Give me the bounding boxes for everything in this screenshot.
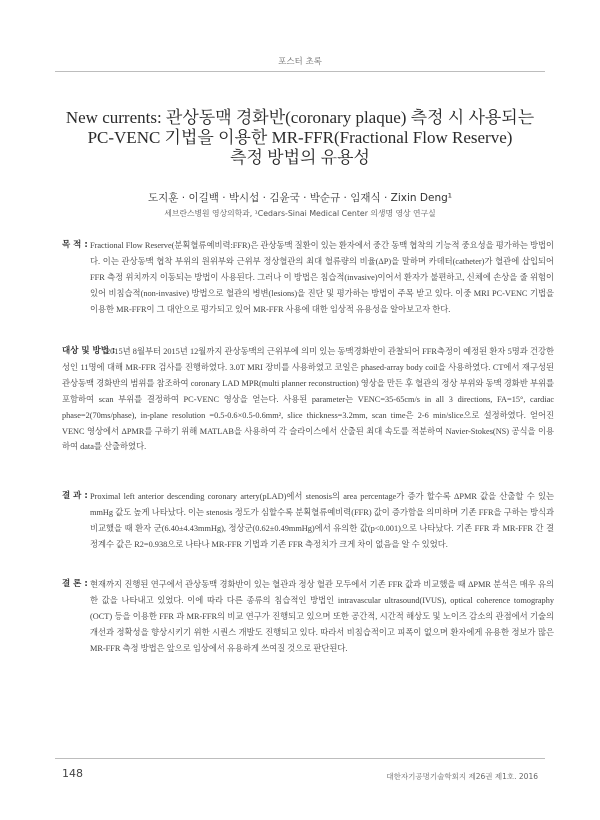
purpose-label: 목 적 :: [62, 240, 88, 250]
paper-title: [60, 108, 540, 168]
method-section: [62, 344, 554, 455]
results-section: [62, 489, 554, 553]
conclusion-label: 결 론 :: [62, 579, 88, 589]
method-label: 대상 및 방법 :: [62, 346, 116, 356]
results-text: Proximal left anterior descending coronary artery(pLAD)에서 stenosis의 area percentage가 증가 할수록 ΔPMR 값을 산출할 수 있는 mmHg 값도 높게 나타났다. 이는 stenosis 정도가 심할수록 분획혈류예비력(FFR) 값이 증가함을 의미하며 기존 FFR을 구하는 방식과 비교했을 때 환자 군(6.40±4.43mmHg), 정상군(0.62±0.49mmHg)에서 유의한 값(p<0.001)으로 나타났다. 기존 FFR 과 MR-FFR 간 결정계수 값은 R2=0.938으로 나타나 MR-FFR 기법과 기존 FFR 측정치가 크게 차이 없음을 알 수 있었다.: [90, 492, 554, 549]
author-list: 도지훈 · 이길백 · 박시섭 · 김윤국 · 박순규 · 임재식 · Zixin Deng¹: [148, 192, 452, 204]
title-line-1: New currents: 관상동맥 경화반(coronary plaque) 측정 시 사용되는: [65, 108, 535, 127]
conclusion-text: 현재까지 진행된 연구에서 관상동맥 경화반이 있는 혈관과 정상 혈관 모두에서 기존 FFR 값과 비교했을 때 ΔPMR 분석은 매우 유의한 값을 나타내고 있었다. 이에 따라 다른 종류의 침습적인 방법인 intravascular ultrasound(IVUS), optical coherence tomography (OCT) 등을 이용한 FFR 과 MR-FFR의 비교 연구가 진행되고 있으며 또한 공간적, 시간적 해상도 및 노이즈 감소의 관점에서 기술의 개선과 정확성을 향상시키기 위한 시퀀스 개발도 진행되고 있다. 따라서 비침습적이고 피폭이 없으며 환자에게 유용한 정보가 많은 MR-FFR 측정 방법은 앞으로 임상에서 유용하게 쓰여질 것으로 판단된다.: [90, 580, 554, 653]
method-text: 2015년 8월부터 2015년 12월까지 관상동맥의 근위부에 의미 있는 동맥경화반이 관찰되어 FFR측정이 예정된 환자 5명과 건강한 성인 11명에 대해 MR-FFR 검사를 진행하였다. 3.0T MRI 장비를 사용하였고 코일은 phased-array body coil을 사용하였다. CT에서 재구성된 관상동맥 경화반의 범위를 참조하여 coronary LAD MPR(multi planner reconstruction) 영상을 만든 후 혈관의 정상 부위와 동맥 경화반 부위를 포함하여 scan 부위를 결정하여 PC-VENC 영상을 얻는다. 사용된 parameter는 VENC=35-65cm/s in all 3 directions, FA=15°, cardiac phase=2(70ms/phase), in-plane resolution =0.5-0.6×0.5-0.6mm², slice thickness=3.2mm, scan time은 2-6 min/slice으로 설정하였다. 얻어진 VENC 영상에서 ΔPMR를 구하기 위해 MATLAB을 사용하여 각 슬라이스에서 산출된 최대 속도를 적분하여 Navier-Stokes(NS) 공식을 이용하여 data를 산출하였다.: [62, 347, 554, 452]
results-label: 결 과 :: [62, 491, 88, 501]
purpose-text: Fractional Flow Reserve(분획혈류예비력:FFR)은 관상동맥 질환이 있는 환자에서 중간 동맥 협착의 기능적 중요성을 평가하는 방법이다. 이는 관상동맥 협착 부위의 원위부와 근위부 정상혈관의 최대 혈류량의 비율(ΔP)을 말하며 카데터(catheter)가 혈관에 삽입되어 FFR 측정 위치까지 이동되는 방법이 사용된다. 그러나 이 방법은 침습적(invasive)이어서 환자가 불편하고, 신체에 손상을 줄 위험이 있어 비침습적(non-invasive) 방법으로 혈관의 병변(lesions)을 진단 및 평가하는 방법이 주목 받고 있다. 이중 MRI PC-VENC 기법을 이용한 MR-FFR이 그 대안으로 평가되고 있어 MR-FFR 사용에 대한 임상적 유용성을 알아보고자 한다.: [90, 241, 554, 314]
page-number: 148: [62, 767, 83, 780]
footer-divider: [55, 758, 545, 759]
journal-citation: 대한자기공명기술학회지 제26권 제1호. 2016: [386, 772, 538, 781]
conclusion-section: [62, 577, 554, 657]
title-line-2: PC-VENC 기법을 이용한 MR-FFR(Fractional Flow Reserve): [87, 128, 513, 147]
section-header: 포스터 초록: [278, 57, 322, 67]
purpose-section: [62, 238, 554, 318]
header-divider: [55, 71, 545, 72]
title-line-3: 측정 방법의 유용성: [230, 148, 370, 167]
affiliation: 세브란스병원 영상의학과, ¹Cedars-Sinai Medical Center 의생명 영상 연구실: [164, 209, 436, 218]
